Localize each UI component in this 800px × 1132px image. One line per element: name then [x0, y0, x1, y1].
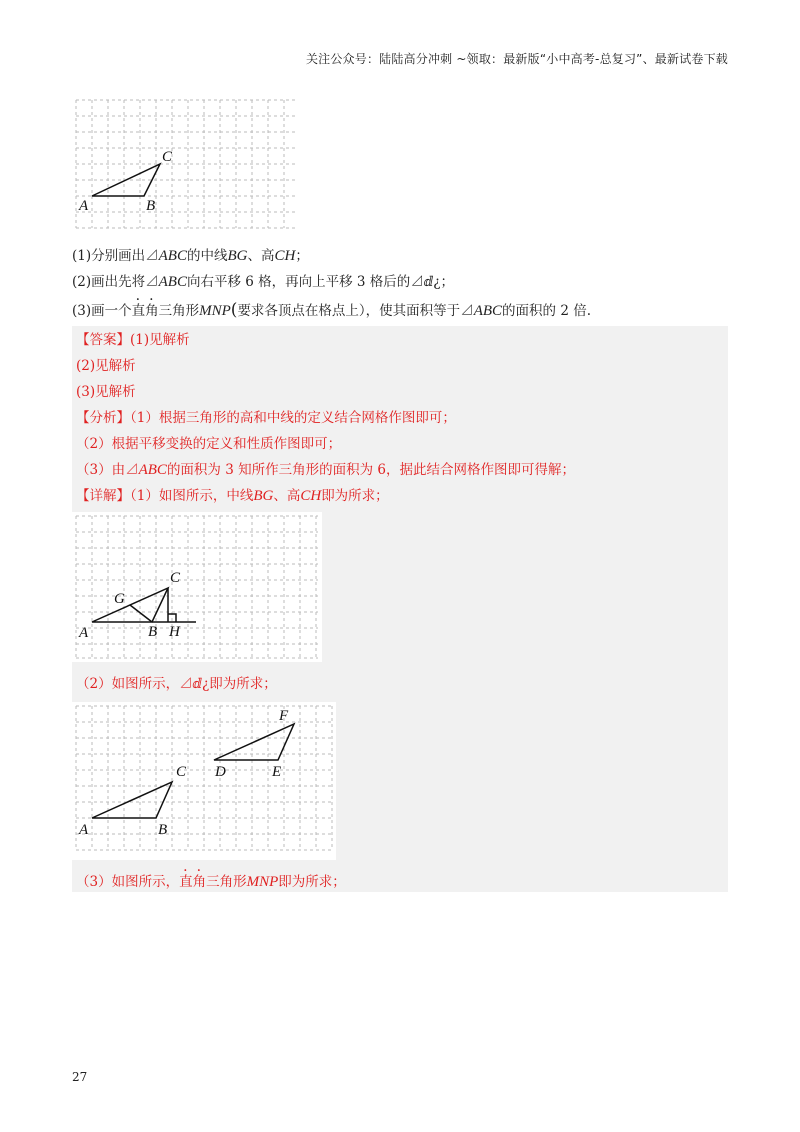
answer-line-2: (2)见解析	[76, 358, 136, 374]
grid-figure-2	[72, 512, 322, 662]
label-e: E	[272, 764, 282, 780]
label-c: C	[162, 149, 173, 165]
figure-triangle-abc	[72, 96, 300, 232]
analysis-1: 【分析】（1）根据三角形的高和中线的定义结合网格作图即可；	[76, 410, 456, 426]
label-a: A	[79, 822, 89, 838]
label-a: A	[79, 198, 89, 214]
detail-3: （3）如图所示，直角三角形MNP即为所求；	[76, 874, 346, 890]
label-h: H	[169, 624, 180, 640]
detail-1: 【详解】（1）如图所示，中线BG、高CH即为所求；	[76, 488, 389, 504]
figure-median-height	[72, 512, 322, 662]
label-g: G	[114, 591, 125, 607]
label-c: C	[176, 764, 187, 780]
label-b: B	[146, 198, 156, 214]
label-c: C	[170, 570, 181, 586]
page-number: 27	[72, 1070, 88, 1084]
detail-2: （2）如图所示，⊿ⅆ¿即为所求；	[76, 676, 277, 692]
label-f: F	[279, 708, 289, 724]
figure-translation	[72, 702, 336, 860]
label-a: A	[79, 625, 89, 641]
question-1: (1)分别画出⊿ABC的中线BG、高CH；	[72, 248, 309, 264]
label-b: B	[158, 822, 168, 838]
label-b: B	[148, 624, 158, 640]
answer-line-3: (3)见解析	[76, 384, 136, 400]
label-d: D	[215, 764, 226, 780]
page-header: 关注公众号：陆陆高分冲刺 ~领取：最新版“小中高考-总复习”、最新试卷下载	[305, 52, 728, 66]
grid-figure-1	[72, 96, 300, 232]
question-3: (3)画一个直角三角形MNP(要求各顶点在格点上），使其面积等于⊿ABC的面积的 2 倍.	[72, 300, 591, 320]
analysis-2: （2）根据平移变换的定义和性质作图即可；	[76, 436, 342, 452]
analysis-3: （3）由⊿ABC的面积为 3 知所作三角形的面积为 6，据此结合网格作图即可得解；	[76, 462, 575, 478]
answer-line-1: 【答案】(1)见解析	[76, 332, 190, 348]
triangle-symbol: ⊿	[145, 248, 159, 264]
grid-figure-3	[72, 702, 336, 860]
question-2: (2)画出先将⊿ABC向右平移 6 格，再向上平移 3 格后的⊿ⅆ¿；	[72, 274, 454, 290]
